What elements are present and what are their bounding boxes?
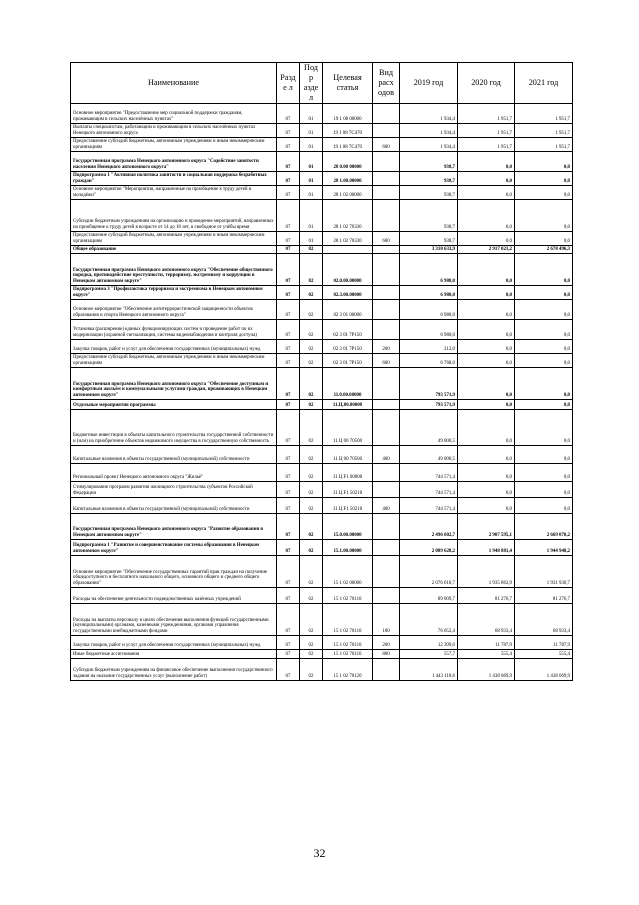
row-section: 07 (277, 588, 300, 604)
row-subsection: 01 (300, 138, 323, 152)
row-2019: 744 571,4 (400, 464, 458, 482)
row-2020: 0,0 (458, 368, 515, 400)
row-2021: 1 931 930,7 (515, 556, 573, 588)
row-2019: 3 310 633,9 (400, 246, 458, 254)
row-2019: 2 496 602,7 (400, 514, 458, 540)
row-2021: 81 276,7 (515, 588, 573, 604)
table-row (71, 152, 573, 172)
row-exp-type: 600 (373, 354, 400, 368)
row-name: Предоставление субсидий бюджетным, автономным учреждениям и иным некоммерческим организациям (71, 354, 277, 368)
budget-table (70, 62, 573, 681)
table-row (71, 410, 573, 446)
row-name: Государственная программа Ненецкого автономного округа "Развитие образования в Ненецком автономном округе" (71, 514, 277, 540)
row-exp-type (373, 368, 400, 400)
row-target: 28 1 02 70330 (323, 200, 373, 232)
row-exp-type (373, 556, 400, 588)
row-2020: 0,0 (458, 340, 515, 354)
header-subsection: Подр аздел (300, 63, 323, 104)
header-exp-type: Вид расх одов (373, 63, 400, 104)
row-subsection: 02 (300, 588, 323, 604)
row-2021: 0,0 (515, 446, 573, 464)
row-name: Отдельные мероприятия программы (71, 400, 277, 410)
row-name: Подпрограмма 1 "Развитие и совершенствование системы образования в Ненецком автономном округе" (71, 540, 277, 556)
row-name: Капитальные вложения в объекты государственной (муниципальной) собственности (71, 446, 277, 464)
row-name: Выплаты специалистам, работающим и проживающим в сельских населённых пунктах Ненецкого автономного округа (71, 124, 277, 138)
row-2021: 2 669 070,2 (515, 514, 573, 540)
row-2019: 6 980,0 (400, 254, 458, 286)
row-exp-type: 800 (373, 650, 400, 659)
row-section: 07 (277, 138, 300, 152)
row-section: 07 (277, 540, 300, 556)
row-target: 02 3 01 7Р150 (323, 320, 373, 340)
row-exp-type (373, 172, 400, 186)
row-section: 07 (277, 650, 300, 659)
row-2021: 0,0 (515, 186, 573, 200)
row-name: Субсидии бюджетным учреждениям на финансовое обеспечение выполнения государственного задания на оказание государственных услуг (выполнение работ) (71, 659, 277, 681)
row-2020: 0,0 (458, 186, 515, 200)
row-subsection: 02 (300, 498, 323, 514)
row-target: 11 Ц 00 70500 (323, 446, 373, 464)
row-name: Государственная программа Ненецкого автономного округа "Обеспечение общественного порядка, противодействие преступности, терроризму, экстремизму и коррупции в Ненецком автономном округе" (71, 254, 277, 286)
row-2019: 938,7 (400, 152, 458, 172)
table-row (71, 300, 573, 320)
table-row (71, 320, 573, 340)
table-row (71, 172, 573, 186)
row-2019: 89 009,7 (400, 588, 458, 604)
row-2019: 1 934,4 (400, 104, 458, 124)
row-2019: 76 052,4 (400, 604, 458, 636)
row-target: 28 1 02 70330 (323, 232, 373, 246)
row-2019: 938,7 (400, 232, 458, 246)
row-2020: 81 276,7 (458, 588, 515, 604)
table-row (71, 556, 573, 588)
row-2021: 0,0 (515, 498, 573, 514)
row-subsection: 01 (300, 200, 323, 232)
header-2021: 2021 год (515, 63, 573, 104)
row-2021: 0,0 (515, 254, 573, 286)
row-target: 02 3 01 00000 (323, 300, 373, 320)
table-row (71, 200, 573, 232)
row-subsection: 02 (300, 659, 323, 681)
row-exp-type: 100 (373, 604, 400, 636)
row-2021: 1 438 069,9 (515, 659, 573, 681)
row-2021: 0,0 (515, 410, 573, 446)
row-target: 02.3.00.00000 (323, 286, 373, 300)
table-row (71, 254, 573, 286)
table-row (71, 464, 573, 482)
row-2021: 0,0 (515, 152, 573, 172)
table-row (71, 636, 573, 650)
row-name: Основное мероприятие "Обеспечение антитеррористической защищенности объектов образования и спорта Ненецкого автономного округа" (71, 300, 277, 320)
row-2019: 2 089 628,2 (400, 540, 458, 556)
row-2021: 2 678 496,3 (515, 246, 573, 254)
row-target: 02 3 01 7Р150 (323, 354, 373, 368)
row-section: 07 (277, 152, 300, 172)
row-section: 07 (277, 636, 300, 650)
row-target: 11.Ц.00.00000 (323, 400, 373, 410)
row-name: Закупка товаров, работ и услуг для обеспечения государственных (муниципальных) нужд (71, 636, 277, 650)
row-name: Стимулирование программ развития жилищного строительства субъектов Российской Федерации (71, 482, 277, 498)
row-subsection: 01 (300, 172, 323, 186)
row-2020: 1 935 863,9 (458, 556, 515, 588)
row-exp-type (373, 246, 400, 254)
row-2019: 12 399,6 (400, 636, 458, 650)
row-subsection: 02 (300, 410, 323, 446)
row-name: Государственная программа Ненецкого автономного округа "Обеспечение доступным и комфортным жильём и коммунальными услугами граждан, проживающих в Ненецком автономном округе" (71, 368, 277, 400)
row-exp-type (373, 540, 400, 556)
row-section: 07 (277, 186, 300, 200)
row-target: 28 1 02 00000 (323, 186, 373, 200)
row-2020: 0,0 (458, 464, 515, 482)
row-subsection: 02 (300, 340, 323, 354)
row-subsection: 02 (300, 368, 323, 400)
row-subsection: 02 (300, 514, 323, 540)
row-section: 07 (277, 320, 300, 340)
row-2020: 68 933,4 (458, 604, 515, 636)
row-2020: 1 948 881,4 (458, 540, 515, 556)
row-2019: 744 571,4 (400, 498, 458, 514)
row-section: 07 (277, 124, 300, 138)
row-name: Закупка товаров, работ и услуг для обеспечения государственных (муниципальных) нужд (71, 340, 277, 354)
row-exp-type (373, 286, 400, 300)
row-2019: 6 980,0 (400, 300, 458, 320)
row-2021: 0,0 (515, 482, 573, 498)
row-section: 07 (277, 300, 300, 320)
row-section: 07 (277, 104, 300, 124)
row-2020: 2 917 021,2 (458, 246, 515, 254)
row-name: Расходы на выплаты персоналу в целях обеспечения выполнения функций государственными (муниципальными) органами, казенными учреждениями, органами управления государственными внебюджетными фондами (71, 604, 277, 636)
row-2019: 744 571,4 (400, 482, 458, 498)
row-2020: 0,0 (458, 354, 515, 368)
table-row (71, 650, 573, 659)
table-row (71, 482, 573, 498)
row-target: 28 1.00.00000 (323, 172, 373, 186)
row-section: 07 (277, 246, 300, 254)
row-exp-type (373, 320, 400, 340)
row-2020: 0,0 (458, 410, 515, 446)
row-subsection: 02 (300, 650, 323, 659)
row-2021: 555,4 (515, 650, 573, 659)
row-section: 07 (277, 410, 300, 446)
row-2020: 0,0 (458, 482, 515, 498)
table-row (71, 588, 573, 604)
row-2019: 49 000,5 (400, 446, 458, 464)
row-2020: 0,0 (458, 152, 515, 172)
row-target: 15 1 02 70120 (323, 659, 373, 681)
row-2020: 0,0 (458, 254, 515, 286)
row-exp-type (373, 464, 400, 482)
row-exp-type: 200 (373, 340, 400, 354)
row-target: 11.0.00.00000 (323, 368, 373, 400)
row-exp-type (373, 659, 400, 681)
row-section: 07 (277, 604, 300, 636)
row-target: 11 Ц F1 50210 (323, 482, 373, 498)
row-2021: 0,0 (515, 368, 573, 400)
table-row (71, 354, 573, 368)
row-name: Основное мероприятие "Мероприятия, направленные на приобщение к труду детей и молодёжи" (71, 186, 277, 200)
row-2019: 49 000,5 (400, 410, 458, 446)
row-exp-type: 600 (373, 232, 400, 246)
row-subsection: 01 (300, 186, 323, 200)
row-subsection: 02 (300, 482, 323, 498)
row-name: Бюджетные инвестиции в объекты капитального строительства государственной собственности и (или) на приобретение объектов недвижимого имущества в государственную собственность (71, 410, 277, 446)
table-row (71, 659, 573, 681)
row-2019: 1 443 118,6 (400, 659, 458, 681)
row-2021: 0,0 (515, 340, 573, 354)
row-subsection: 02 (300, 320, 323, 340)
row-exp-type (373, 300, 400, 320)
row-section: 07 (277, 172, 300, 186)
row-2020: 0,0 (458, 446, 515, 464)
row-2021: 0,0 (515, 232, 573, 246)
row-exp-type: 200 (373, 636, 400, 650)
row-subsection: 02 (300, 354, 323, 368)
row-target: 15 1 02 70110 (323, 636, 373, 650)
row-2020: 0,0 (458, 200, 515, 232)
table-row (71, 104, 573, 124)
row-2020: 0,0 (458, 286, 515, 300)
row-section: 07 (277, 446, 300, 464)
table-row (71, 246, 573, 254)
row-name: Подпрограмма 3 "Профилактика терроризма и экстремизма в Ненецком автономном округе" (71, 286, 277, 300)
row-2020: 0,0 (458, 172, 515, 186)
table-row (71, 286, 573, 300)
row-subsection: 02 (300, 300, 323, 320)
row-2019: 938,7 (400, 172, 458, 186)
row-2020: 0,0 (458, 498, 515, 514)
row-subsection: 02 (300, 636, 323, 650)
row-section: 07 (277, 464, 300, 482)
row-name: Капитальные вложения в объекты государственной (муниципальной) собственности (71, 498, 277, 514)
row-2021: 1 951,7 (515, 138, 573, 152)
row-target: 11 Ц F1 50210 (323, 498, 373, 514)
row-section: 07 (277, 482, 300, 498)
row-exp-type (373, 186, 400, 200)
row-section: 07 (277, 354, 300, 368)
row-exp-type (373, 104, 400, 124)
row-2021: 0,0 (515, 400, 573, 410)
table-row (71, 498, 573, 514)
row-exp-type (373, 588, 400, 604)
table-row (71, 368, 573, 400)
row-name: Основное мероприятие "Предоставление мер социальной поддержки гражданам, проживающим в сельских населённых пунктах" (71, 104, 277, 124)
row-target: 15 1 02 70110 (323, 650, 373, 659)
row-2019: 2 076 610,7 (400, 556, 458, 588)
table-row (71, 400, 573, 410)
row-target: 19 1 08 00000 (323, 104, 373, 124)
table-row (71, 186, 573, 200)
row-subsection: 02 (300, 246, 323, 254)
row-subsection: 01 (300, 124, 323, 138)
row-section: 07 (277, 232, 300, 246)
row-section: 07 (277, 200, 300, 232)
row-2019: 212,0 (400, 340, 458, 354)
row-2020: 1 951,7 (458, 104, 515, 124)
row-name: Основное мероприятие "Обеспечение государственных гарантий прав граждан на получение общедоступного и бесплатного начального общего, основного общего и среднего общего образования" (71, 556, 277, 588)
row-section: 07 (277, 368, 300, 400)
row-section: 07 (277, 498, 300, 514)
table-row (71, 340, 573, 354)
row-subsection: 01 (300, 152, 323, 172)
row-2019: 6 980,0 (400, 320, 458, 340)
table-row (71, 514, 573, 540)
row-name: Предоставление субсидий бюджетным, автономным учреждениям и иным некоммерческим организациям (71, 232, 277, 246)
row-2020: 11 787,9 (458, 636, 515, 650)
row-name: Иные бюджетные ассигнования (71, 650, 277, 659)
row-subsection: 02 (300, 540, 323, 556)
row-section: 07 (277, 659, 300, 681)
row-subsection: 02 (300, 556, 323, 588)
row-2021: 0,0 (515, 172, 573, 186)
row-section: 07 (277, 514, 300, 540)
row-exp-type: 600 (373, 138, 400, 152)
row-2021: 0,0 (515, 300, 573, 320)
row-name: Общее образование (71, 246, 277, 254)
row-name: Государственная программа Ненецкого автономного округа "Содействие занятости населения Ненецкого автономного округа" (71, 152, 277, 172)
page-number: 32 (313, 846, 326, 860)
row-subsection: 02 (300, 604, 323, 636)
row-exp-type: 400 (373, 498, 400, 514)
table-body (71, 104, 573, 681)
row-2019: 938,7 (400, 200, 458, 232)
header-target: Целевая статья (323, 63, 373, 104)
row-2019: 793 571,9 (400, 400, 458, 410)
row-2019: 557,7 (400, 650, 458, 659)
row-section: 07 (277, 556, 300, 588)
row-2020: 1 951,7 (458, 138, 515, 152)
row-2021: 0,0 (515, 286, 573, 300)
header-section: Разде л (277, 63, 300, 104)
row-target (323, 246, 373, 254)
row-2021: 1 951,7 (515, 124, 573, 138)
row-2019: 1 934,4 (400, 138, 458, 152)
row-target: 15.0.00.00000 (323, 514, 373, 540)
row-exp-type (373, 124, 400, 138)
row-name: Расходы на обеспечение деятельности подведомственных казённых учреждений (71, 588, 277, 604)
table-row (71, 540, 573, 556)
row-target: 15 1 02 70110 (323, 604, 373, 636)
row-target: 02.0.00.00000 (323, 254, 373, 286)
header-name: Наименование (71, 63, 277, 104)
row-2020: 2 907 595,1 (458, 514, 515, 540)
row-2019: 1 934,4 (400, 124, 458, 138)
row-2021: 1 944 948,2 (515, 540, 573, 556)
row-target: 19 1 08 7С470 (323, 124, 373, 138)
row-section: 07 (277, 400, 300, 410)
row-2020: 1 438 069,9 (458, 659, 515, 681)
row-2020: 555,4 (458, 650, 515, 659)
row-exp-type (373, 200, 400, 232)
row-target: 19 1 08 7С470 (323, 138, 373, 152)
row-2021: 68 933,4 (515, 604, 573, 636)
table-row (71, 138, 573, 152)
row-subsection: 02 (300, 464, 323, 482)
table-row (71, 446, 573, 464)
row-2021: 0,0 (515, 464, 573, 482)
row-target: 02 3 01 7Р150 (323, 340, 373, 354)
row-exp-type (373, 410, 400, 446)
header-2020: 2020 год (458, 63, 515, 104)
row-section: 07 (277, 254, 300, 286)
row-name: Региональный проект Ненецкого автономного округа "Жильё" (71, 464, 277, 482)
row-exp-type (373, 254, 400, 286)
row-section: 07 (277, 286, 300, 300)
row-2021: 0,0 (515, 354, 573, 368)
row-target: 15.1.00.00000 (323, 540, 373, 556)
row-2021: 0,0 (515, 320, 573, 340)
row-2019: 6 980,0 (400, 286, 458, 300)
table-row (71, 124, 573, 138)
row-exp-type (373, 514, 400, 540)
row-2019: 793 571,9 (400, 368, 458, 400)
row-exp-type (373, 482, 400, 498)
row-target: 15 1 02 00000 (323, 556, 373, 588)
row-2019: 6 768,0 (400, 354, 458, 368)
row-subsection: 02 (300, 286, 323, 300)
table-row (71, 604, 573, 636)
header-2019: 2019 год (400, 63, 458, 104)
row-subsection: 01 (300, 232, 323, 246)
row-target: 15 1 02 70110 (323, 588, 373, 604)
row-target: 11 Ц F1 00000 (323, 464, 373, 482)
row-subsection: 02 (300, 254, 323, 286)
row-subsection: 02 (300, 400, 323, 410)
row-exp-type: 400 (373, 446, 400, 464)
row-exp-type (373, 400, 400, 410)
row-name: Субсидии бюджетным учреждениям на организацию и проведение мероприятий, направленных на приобщение к труду детей в возрасте от 14 до 18 лет, в свободное от учёбы время (71, 200, 277, 232)
row-2019: 938,7 (400, 186, 458, 200)
row-subsection: 01 (300, 104, 323, 124)
row-name: Подпрограмма 1 "Активная политика занятости и социальная поддержка безработных граждан" (71, 172, 277, 186)
table-header-row (71, 63, 573, 104)
row-target: 28 0.00 00000 (323, 152, 373, 172)
row-target: 11 Ц 00 70500 (323, 410, 373, 446)
row-name: Предоставление субсидий бюджетным, автономным учреждениям и иным некоммерческим организациям (71, 138, 277, 152)
row-exp-type (373, 152, 400, 172)
row-name: Установка (расширение) единых функционирующих систем и проведение работ по их модернизации (охранной сигнализации, системы видеонаблюдения и контроля доступа) (71, 320, 277, 340)
row-2021: 0,0 (515, 200, 573, 232)
row-2020: 0,0 (458, 400, 515, 410)
row-2021: 1 951,7 (515, 104, 573, 124)
table-row (71, 232, 573, 246)
row-2020: 0,0 (458, 232, 515, 246)
row-section: 07 (277, 340, 300, 354)
row-2021: 11 787,9 (515, 636, 573, 650)
row-2020: 1 951,7 (458, 124, 515, 138)
row-2020: 0,0 (458, 300, 515, 320)
row-subsection: 02 (300, 446, 323, 464)
row-2020: 0,0 (458, 320, 515, 340)
